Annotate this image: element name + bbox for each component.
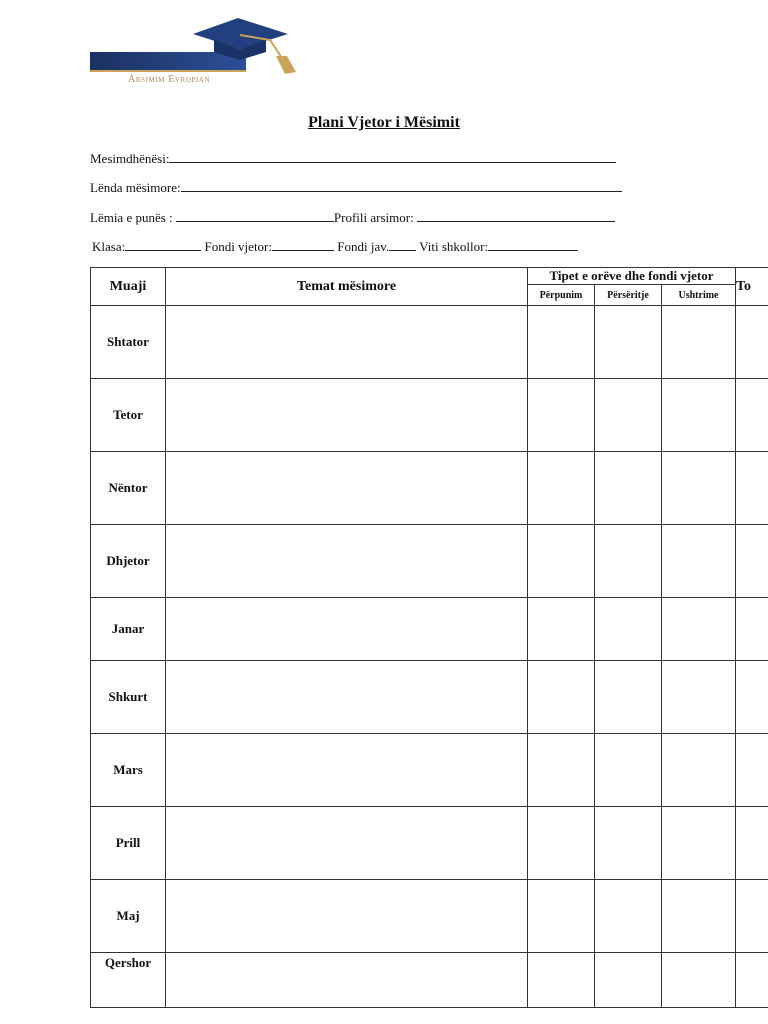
area-label: Lëmia e punës : <box>90 210 173 225</box>
repetition-cell[interactable] <box>595 807 662 880</box>
table-row <box>91 598 768 661</box>
exercises-cell[interactable] <box>662 880 736 953</box>
total-cell[interactable] <box>736 306 768 379</box>
profile-field[interactable] <box>417 209 615 222</box>
processing-cell[interactable] <box>528 880 595 953</box>
processing-cell[interactable] <box>528 661 595 734</box>
repetition-cell[interactable] <box>595 661 662 734</box>
table-row <box>91 379 768 452</box>
teacher-field[interactable] <box>169 150 616 163</box>
month-header: Muaji <box>91 268 166 306</box>
total-cell[interactable] <box>736 452 768 525</box>
subject-label: Lënda mësimore: <box>90 180 181 195</box>
table-row <box>91 953 768 1008</box>
teacher-line <box>90 150 616 167</box>
total-cell[interactable] <box>736 953 768 1008</box>
topics-cell[interactable] <box>166 598 528 661</box>
exercises-cell[interactable] <box>662 452 736 525</box>
processing-cell[interactable] <box>528 379 595 452</box>
school-year-field[interactable] <box>488 238 578 251</box>
topics-cell[interactable] <box>166 525 528 598</box>
processing-cell[interactable] <box>528 734 595 807</box>
exercises-cell[interactable] <box>662 734 736 807</box>
annual-plan-table <box>90 267 768 1008</box>
processing-cell[interactable] <box>528 953 595 1008</box>
exercises-cell[interactable] <box>662 661 736 734</box>
subject-field[interactable] <box>181 179 622 192</box>
weekly-fund-field[interactable] <box>389 238 416 251</box>
processing-cell[interactable] <box>528 598 595 661</box>
month-cell: Dhjetor <box>91 525 166 598</box>
table-row <box>91 661 768 734</box>
total-cell[interactable] <box>736 807 768 880</box>
processing-cell[interactable] <box>528 807 595 880</box>
area-field[interactable] <box>176 209 334 222</box>
total-cell[interactable] <box>736 880 768 953</box>
class-field[interactable] <box>125 238 201 251</box>
repetition-header: Përsëritje <box>595 285 662 306</box>
repetition-cell[interactable] <box>595 880 662 953</box>
table-row <box>91 734 768 807</box>
month-cell: Tetor <box>91 379 166 452</box>
lesson-types-header: Tipet e orëve dhe fondi vjetor <box>528 268 736 285</box>
topics-header: Temat mësimore <box>166 268 528 306</box>
profile-label: Profili arsimor: <box>333 210 414 225</box>
annual-fund-label: Fondi vjetor: <box>204 239 272 254</box>
month-cell: Nëntor <box>91 452 166 525</box>
repetition-cell[interactable] <box>595 379 662 452</box>
topics-cell[interactable] <box>166 661 528 734</box>
topics-cell[interactable] <box>166 306 528 379</box>
month-cell: Janar <box>91 598 166 661</box>
topics-cell[interactable] <box>166 734 528 807</box>
exercises-cell[interactable] <box>662 598 736 661</box>
processing-cell[interactable] <box>528 525 595 598</box>
month-cell: Prill <box>91 807 166 880</box>
table-row <box>91 306 768 379</box>
repetition-cell[interactable] <box>595 452 662 525</box>
repetition-cell[interactable] <box>595 598 662 661</box>
total-header: To <box>736 268 768 306</box>
class-fund-line <box>92 238 578 255</box>
repetition-cell[interactable] <box>595 953 662 1008</box>
teacher-label: Mesimdhënësi: <box>90 151 170 166</box>
topics-cell[interactable] <box>166 880 528 953</box>
exercises-cell[interactable] <box>662 953 736 1008</box>
school-year-label: Viti shkollor: <box>419 239 489 254</box>
annual-fund-field[interactable] <box>272 238 334 251</box>
exercises-cell[interactable] <box>662 379 736 452</box>
month-cell: Maj <box>91 880 166 953</box>
topics-cell[interactable] <box>166 379 528 452</box>
weekly-fund-label: Fondi jav. <box>337 239 390 254</box>
exercises-cell[interactable] <box>662 807 736 880</box>
processing-header: Përpunim <box>528 285 595 306</box>
exercises-header: Ushtrime <box>662 285 736 306</box>
table-row <box>91 880 768 953</box>
total-cell[interactable] <box>736 525 768 598</box>
topics-cell[interactable] <box>166 452 528 525</box>
processing-cell[interactable] <box>528 452 595 525</box>
exercises-cell[interactable] <box>662 525 736 598</box>
table-row <box>91 452 768 525</box>
class-label: Klasa: <box>92 239 126 254</box>
total-cell[interactable] <box>736 598 768 661</box>
area-profile-line <box>90 209 615 226</box>
processing-cell[interactable] <box>528 306 595 379</box>
document-title: Plani Vjetor i Mësimit <box>308 114 460 131</box>
month-cell: Shtator <box>91 306 166 379</box>
repetition-cell[interactable] <box>595 525 662 598</box>
month-cell: Shkurt <box>91 661 166 734</box>
repetition-cell[interactable] <box>595 734 662 807</box>
repetition-cell[interactable] <box>595 306 662 379</box>
topics-cell[interactable] <box>166 807 528 880</box>
topics-cell[interactable] <box>166 953 528 1008</box>
logo-caption: Arsimim Evropian <box>128 74 211 85</box>
month-cell: Qershor <box>91 953 166 1008</box>
exercises-cell[interactable] <box>662 306 736 379</box>
subject-line <box>90 179 622 196</box>
table-row <box>91 807 768 880</box>
month-cell: Mars <box>91 734 166 807</box>
total-cell[interactable] <box>736 734 768 807</box>
total-cell[interactable] <box>736 379 768 452</box>
table-row <box>91 525 768 598</box>
total-cell[interactable] <box>736 661 768 734</box>
